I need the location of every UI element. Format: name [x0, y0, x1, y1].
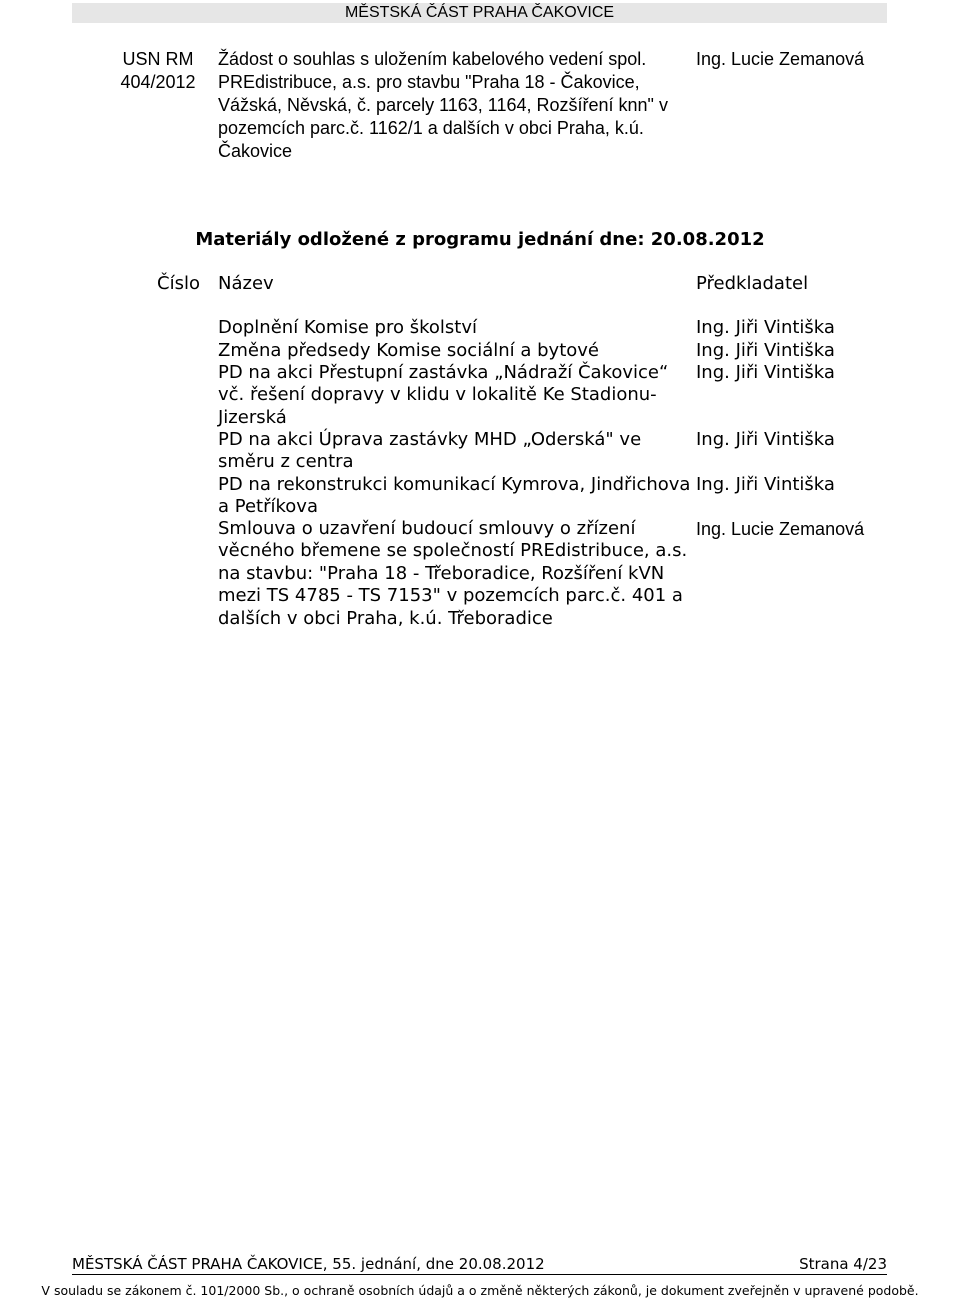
page-header: MĚSTSKÁ ČÁST PRAHA ČAKOVICE	[72, 3, 887, 23]
item-presenter: Ing. Jiři Vintiška	[696, 362, 835, 383]
column-header-presenter: Předkladatel	[696, 273, 809, 294]
item-name: PD na rekonstrukci komunikací Kymrova, Jindřichova a Petříkova	[218, 474, 691, 518]
item-presenter: Ing. Jiři Vintiška	[696, 429, 835, 450]
column-header-number: Číslo	[157, 273, 200, 294]
page-number: Strana 4/23	[799, 1255, 887, 1273]
page-footer	[72, 1254, 887, 1275]
item-name: PD na akci Přestupní zastávka „Nádraží Čakovice“ vč. řešení dopravy v klidu v lokalitě Ke Stadionu-Jizerská	[218, 362, 669, 428]
item-name: Doplnění Komise pro školství	[218, 317, 477, 338]
resolution-presenter: Ing. Lucie Zemanová	[696, 49, 865, 69]
resolution-number-line1: USN RM	[122, 49, 194, 69]
item-presenter: Ing. Lucie Zemanová	[696, 519, 865, 539]
footer-meeting-info: MĚSTSKÁ ČÁST PRAHA ČAKOVICE, 55. jednání, dne 20.08.2012	[72, 1255, 545, 1273]
column-header-name: Název	[218, 273, 274, 294]
resolution-number-line2: 404/2012	[120, 72, 196, 92]
item-name: PD na akci Úprava zastávky MHD „Oderská" ve směru z centra	[218, 429, 642, 473]
resolution-number	[108, 48, 208, 94]
item-presenter: Ing. Jiři Vintiška	[696, 317, 835, 338]
item-name: Změna předsedy Komise sociální a bytové	[218, 339, 599, 361]
resolution-title: Žádost o souhlas s uložením kabelového vedení spol. PREdistribuce, a.s. pro stavbu "Praha 18 - Čakovice, Vážská, Něvská, č. parcely 1163, 1164, Rozšíření knn" v pozemcích parc.č. 1162/1 a dalších v obci Praha, k.ú. Čakovice	[218, 49, 668, 161]
item-presenter: Ing. Jiři Vintiška	[696, 474, 835, 495]
legal-notice: V souladu se zákonem č. 101/2000 Sb., o ochraně osobních údajů a o změně některých zákonů, je dokument zveřejněn v upravené podobě.	[41, 1283, 919, 1298]
item-presenter: Ing. Jiři Vintiška	[696, 339, 835, 361]
item-name: Smlouva o uzavření budoucí smlouvy o zřízení věcného břemene se společností PREdistribuce, a.s. na stavbu: "Praha 18 - Třeboradice, Rozšíření kVN mezi TS 4785 - TS 7153" v pozemcích parc.č. 401 a dalších v obci Praha, k.ú. Třeboradice	[218, 518, 688, 629]
section-title: Materiály odložené z programu jednání dne: 20.08.2012	[195, 229, 765, 250]
